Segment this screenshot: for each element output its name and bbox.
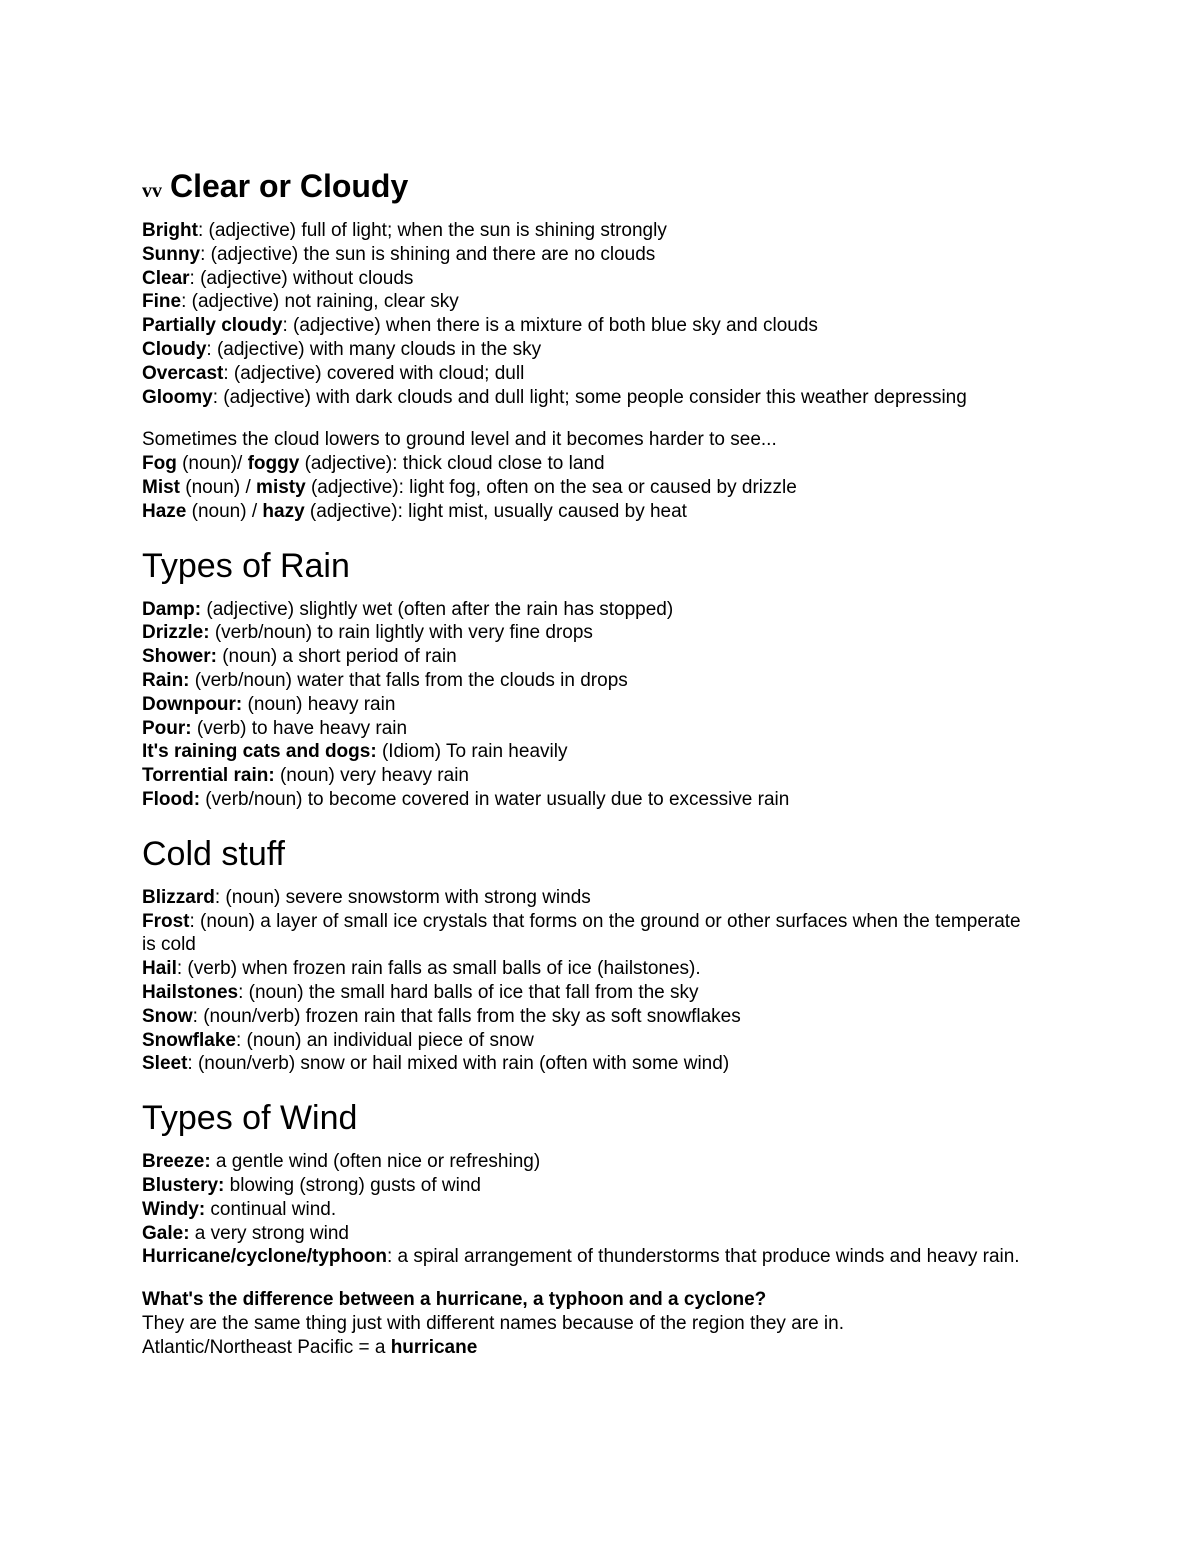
vocab-term: Cloudy	[142, 338, 207, 360]
section-note: Sometimes the cloud lowers to ground level and it becomes harder to see...	[142, 429, 777, 451]
vocab-definition: (noun) /	[186, 500, 263, 522]
region-prefix: Atlantic/Northeast Pacific = a	[142, 1336, 391, 1358]
vocab-term: Windy:	[142, 1198, 206, 1220]
vocab-entry	[142, 338, 1102, 362]
vocab-entry	[142, 500, 1102, 524]
vocab-definition: a gentle wind (often nice or refreshing)	[210, 1151, 541, 1173]
vocab-definition: : (adjective) not raining, clear sky	[181, 291, 459, 313]
vocab-entry	[142, 1245, 1062, 1269]
vocab-term: Blustery:	[142, 1174, 225, 1196]
vocab-definition: (adjective) slightly wet (often after the rain has stopped)	[201, 598, 674, 620]
vocab-entry	[142, 717, 1102, 741]
vocab-term: Hail	[142, 958, 177, 980]
region-line	[142, 1336, 1102, 1360]
vocab-entry	[142, 452, 1102, 476]
vocab-term: Clear	[142, 267, 190, 289]
vocab-definition: continual wind.	[205, 1198, 337, 1220]
vocab-entry	[142, 1222, 1102, 1246]
vocab-definition: : a spiral arrangement of thunderstorms that produce winds and heavy rain.	[386, 1246, 1020, 1268]
vocab-definition: (noun) /	[180, 476, 257, 498]
vocab-definition: : (verb) when frozen rain falls as small balls of ice (hailstones).	[176, 958, 701, 980]
vocab-term: Hailstones	[142, 981, 239, 1003]
vocab-term: Downpour:	[142, 693, 243, 715]
vocab-term: Blizzard	[142, 886, 215, 908]
vocab-term: Breeze:	[142, 1151, 211, 1173]
section-heading-cold-stuff: Cold stuff	[142, 834, 286, 873]
vocab-term: Mist	[142, 476, 180, 498]
vocab-definition: (adjective): light fog, often on the sea or caused by drizzle	[305, 476, 797, 498]
vocab-entry	[142, 788, 1102, 812]
vocab-entry	[142, 386, 1102, 410]
vocab-definition: a very strong wind	[189, 1222, 349, 1244]
vocab-term: Gloomy	[142, 386, 213, 408]
vocab-term: Sleet	[142, 1053, 188, 1075]
vocab-term: Torrential rain:	[142, 765, 275, 787]
vocab-definition: (verb/noun) to become covered in water usually due to excessive rain	[200, 788, 790, 810]
vocab-term: Gale:	[142, 1222, 190, 1244]
vocab-definition: : (noun) severe snowstorm with strong winds	[214, 886, 591, 908]
vocab-entry	[142, 910, 1022, 958]
section-title: Clear or Cloudy	[170, 168, 409, 204]
vocab-term: Rain:	[142, 669, 190, 691]
vocab-definition: blowing (strong) gusts of wind	[224, 1174, 481, 1196]
vocab-entry	[142, 669, 1102, 693]
vocab-entry	[142, 645, 1102, 669]
vocab-definition: : (adjective) when there is a mixture of both blue sky and clouds	[282, 315, 818, 337]
vocab-entry	[142, 1150, 1102, 1174]
vocab-entry	[142, 362, 1102, 386]
vocab-entry	[142, 693, 1102, 717]
vocab-definition: (adjective): thick cloud close to land	[299, 453, 605, 475]
vocab-definition: : (adjective) covered with cloud; dull	[223, 362, 525, 384]
vocab-term: Partially cloudy	[142, 315, 283, 337]
vocab-definition: (noun) very heavy rain	[274, 765, 469, 787]
vocab-definition: : (noun) an individual piece of snow	[235, 1029, 534, 1051]
vocab-entry	[142, 740, 1102, 764]
vocab-definition: (noun) a short period of rain	[216, 646, 457, 668]
vocab-term: Frost	[142, 910, 190, 932]
vocab-definition: (Idiom) To rain heavily	[376, 741, 568, 763]
vocab-definition: : (adjective) with many clouds in the sky	[206, 338, 542, 360]
vocab-entry	[142, 290, 1102, 314]
vocab-entry	[142, 243, 1102, 267]
vocab-term: foggy	[247, 453, 300, 475]
vocab-term: Sunny	[142, 243, 201, 265]
vocab-entry	[142, 957, 1102, 981]
vocab-entry	[142, 621, 1102, 645]
vocab-term: Snow	[142, 1005, 193, 1027]
section-heading-types-of-wind: Types of Wind	[142, 1099, 358, 1138]
region-term: hurricane	[390, 1336, 478, 1358]
vocab-definition: : (adjective) the sun is shining and there are no clouds	[200, 243, 656, 265]
vocab-term: misty	[256, 476, 306, 498]
vocab-entry	[142, 1052, 1102, 1076]
vocab-definition: : (noun) a layer of small ice crystals that forms on the ground or other surfaces when the temperate is cold	[142, 910, 1021, 956]
vocab-term: Drizzle:	[142, 622, 210, 644]
vocab-term: It's raining cats and dogs:	[142, 741, 377, 763]
vocab-definition: : (adjective) with dark clouds and dull light; some people consider this weather depressing	[212, 386, 967, 408]
section-heading-types-of-rain: Types of Rain	[142, 546, 350, 585]
vocab-definition: (noun) heavy rain	[242, 693, 396, 715]
vocab-definition: (verb/noun) to rain lightly with very fine drops	[209, 622, 593, 644]
vocab-term: Snowflake	[142, 1029, 236, 1051]
vocab-entry	[142, 476, 1102, 500]
vocab-entry	[142, 1029, 1102, 1053]
vocab-definition: : (noun/verb) frozen rain that falls from the sky as soft snowflakes	[192, 1005, 741, 1027]
vocab-entry	[142, 981, 1102, 1005]
vocab-term: Fog	[142, 453, 177, 475]
vocab-definition: : (noun/verb) snow or hail mixed with rain (often with some wind)	[187, 1053, 730, 1075]
bullet-marker: vv	[142, 180, 162, 202]
vocab-entry	[142, 598, 1102, 622]
vocab-term: Overcast	[142, 362, 224, 384]
vocab-definition: (noun)/	[176, 453, 248, 475]
vocab-entry	[142, 267, 1102, 291]
vocab-definition: (adjective): light mist, usually caused by heat	[304, 500, 687, 522]
faq-question: What's the difference between a hurricane, a typhoon and a cyclone?	[142, 1289, 767, 1311]
vocab-definition: : (noun) the small hard balls of ice that fall from the sky	[238, 981, 699, 1003]
vocab-definition: (verb/noun) water that falls from the clouds in drops	[189, 669, 628, 691]
faq-answer: They are the same thing just with different names because of the region they are in.	[142, 1312, 844, 1334]
vocab-definition: : (adjective) without clouds	[189, 267, 414, 289]
vocab-entry	[142, 764, 1102, 788]
vocab-term: Fine	[142, 291, 182, 313]
vocab-term: Shower:	[142, 646, 217, 668]
vocab-entry	[142, 886, 1102, 910]
vocab-term: Damp:	[142, 598, 202, 620]
document-page	[142, 160, 1102, 1359]
vocab-term: Bright	[142, 220, 198, 241]
vocab-entry	[142, 314, 1102, 338]
vocab-entry	[142, 1174, 1102, 1198]
vocab-term: Flood:	[142, 788, 201, 810]
vocab-term: Haze	[142, 500, 187, 522]
section-heading-clear-or-cloudy	[142, 166, 1102, 211]
vocab-term: Pour:	[142, 717, 192, 739]
vocab-entry	[142, 1005, 1102, 1029]
vocab-term: hazy	[262, 500, 305, 522]
vocab-term: Hurricane/cyclone/typhoon	[142, 1246, 387, 1268]
vocab-entry	[142, 1198, 1102, 1222]
vocab-definition: : (adjective) full of light; when the sun is shining strongly	[197, 220, 667, 241]
vocab-entry	[142, 219, 1102, 243]
vocab-definition: (verb) to have heavy rain	[191, 717, 408, 739]
